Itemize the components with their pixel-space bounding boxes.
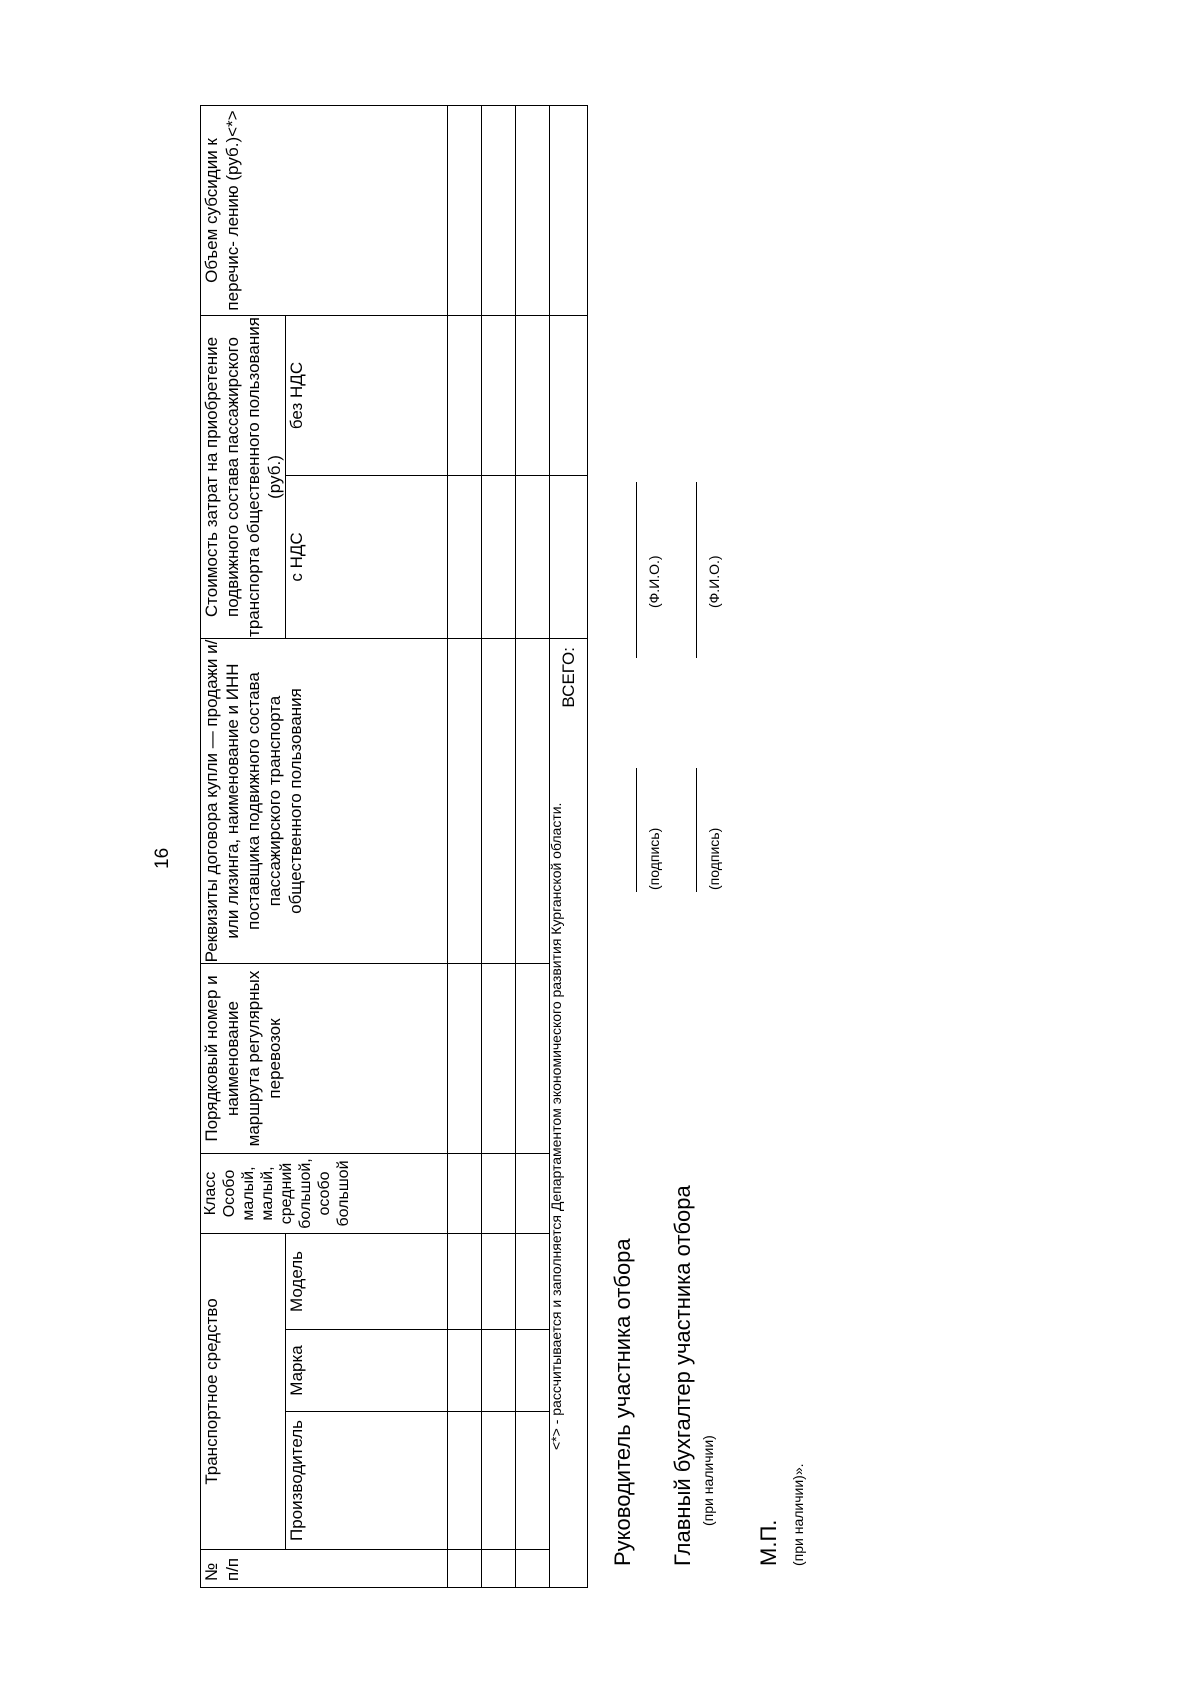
header-brand: Марка xyxy=(286,1330,448,1412)
head-fio-line xyxy=(636,482,637,658)
accountant-if-any: (при наличии) xyxy=(700,1435,716,1526)
total-label: ВСЕГО: xyxy=(550,639,588,1588)
table-row xyxy=(516,105,550,1587)
accountant-fio-line xyxy=(696,482,697,658)
seal-label: М.П. xyxy=(756,1519,781,1566)
head-signature-caption: (подпись) xyxy=(646,827,662,890)
header-without-vat: без НДС xyxy=(286,315,448,475)
accountant-label: Главный бухгалтер участника отбора xyxy=(670,1185,695,1566)
seal-note: (при наличии)». xyxy=(790,1463,806,1566)
header-contract: Реквизиты договора купли — продажи и/или лизинга, наименование и ИНН поставщика подвижного состава пассажирского транспорта общественного пользования xyxy=(201,639,448,964)
accountant-signature-caption: (подпись) xyxy=(706,827,722,890)
head-label: Руководитель участника отбора xyxy=(610,1238,635,1566)
table-row xyxy=(448,105,482,1587)
header-with-vat: с НДС xyxy=(286,476,448,639)
head-fio-caption: (Ф.И.О.) xyxy=(646,555,662,608)
header-num: № п/п xyxy=(201,1550,448,1588)
header-subsidy: Объем субсидии к перечис- лению (руб.)<*> xyxy=(201,105,448,315)
accountant-signature-line xyxy=(696,768,697,892)
header-vehicle: Транспортное средство xyxy=(201,1234,286,1550)
accountant-fio-caption: (Ф.И.О.) xyxy=(706,555,722,608)
class-title: Класс xyxy=(202,1171,219,1216)
footnote: <*> - рассчитывается и заполняется Департаментом экономического развития Курганской области. xyxy=(548,802,564,1450)
class-values: Особо малый, малый, средний большой, особо большой xyxy=(221,1158,352,1229)
head-signature-line xyxy=(636,768,637,892)
table-row xyxy=(482,105,516,1587)
header-cost: Стоимость затрат на приобретение подвижного состава пассажирского транспорта общественного пользования (руб.) xyxy=(202,317,284,637)
header-class xyxy=(201,1154,448,1234)
header-model: Модель xyxy=(286,1234,448,1330)
header-route: Порядковый номер и наименование маршрута регулярных перевозок xyxy=(201,964,448,1154)
header-manufacturer: Производитель xyxy=(286,1412,448,1550)
page-number: 16 xyxy=(152,847,173,869)
subsidy-table xyxy=(200,105,588,1588)
